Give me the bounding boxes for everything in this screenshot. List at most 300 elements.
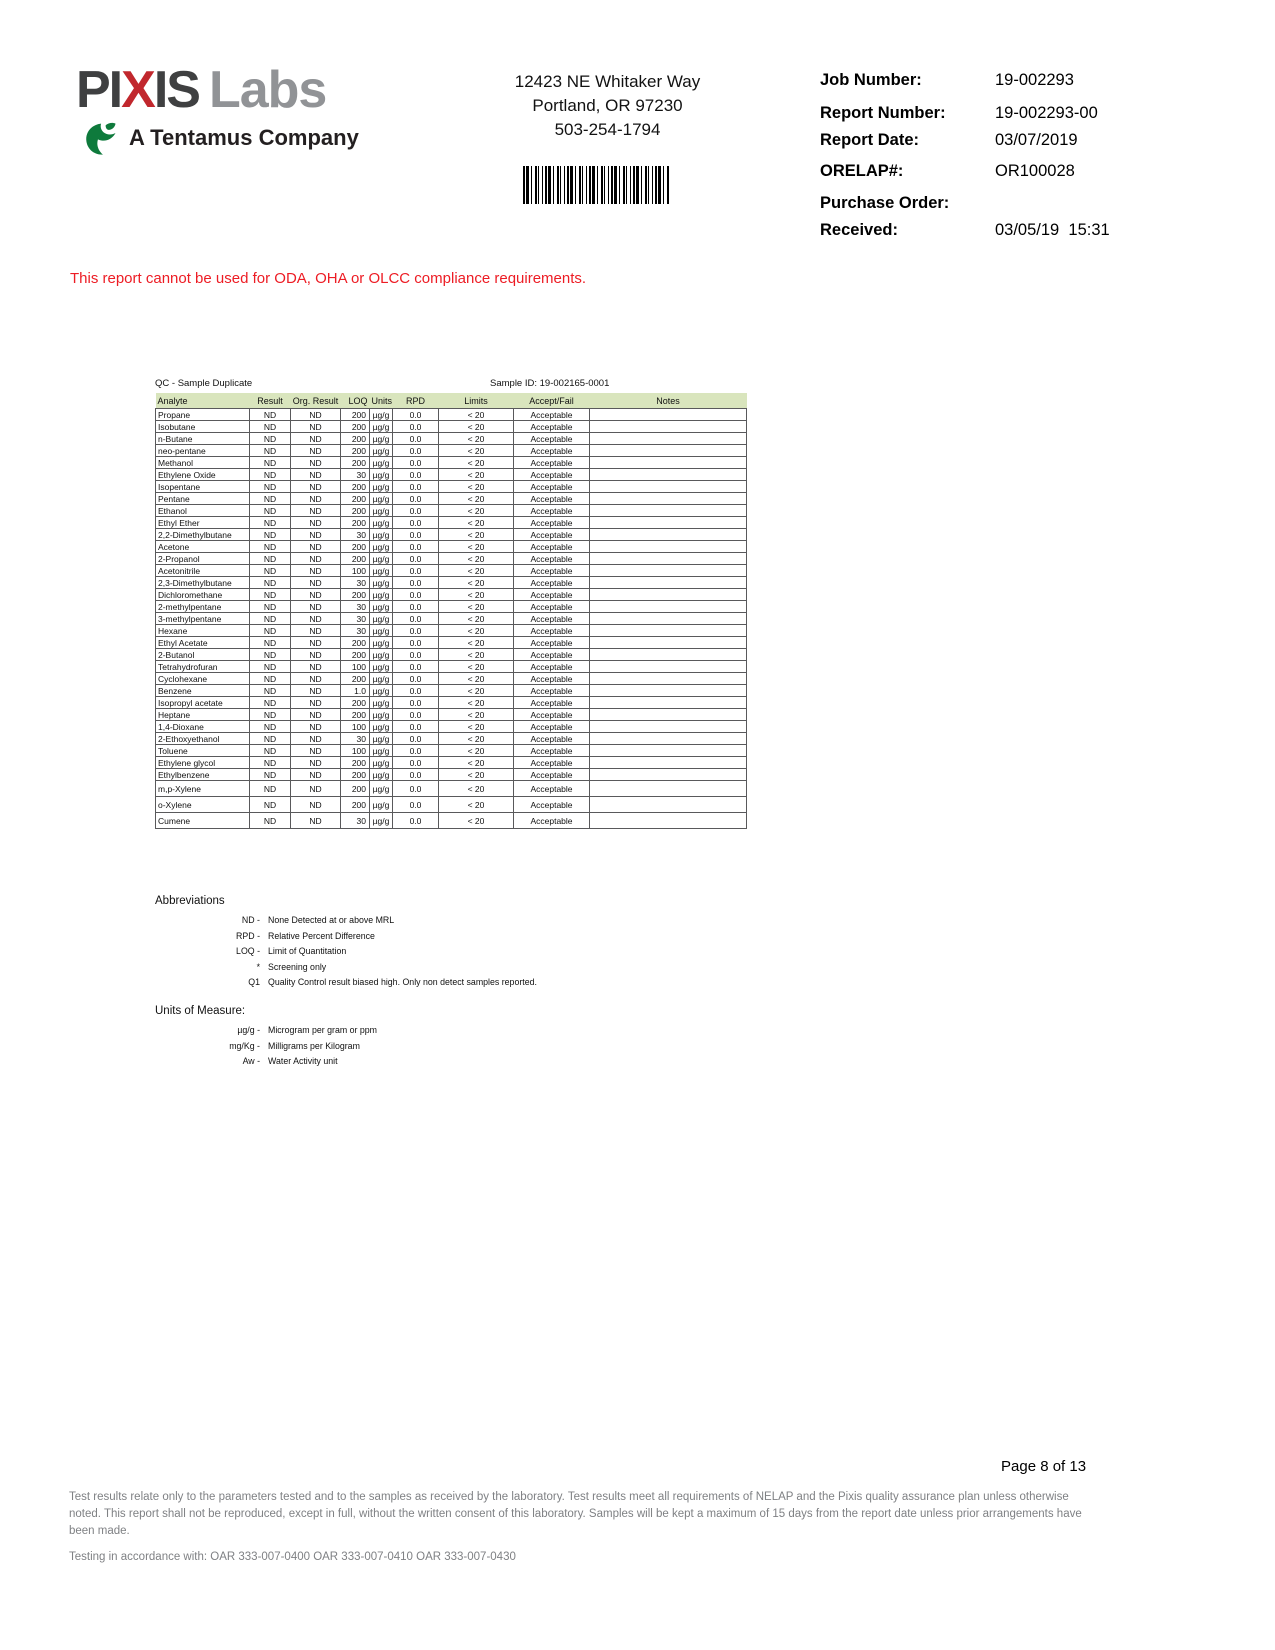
table-cell: ND bbox=[291, 673, 341, 685]
table-cell: ND bbox=[291, 661, 341, 673]
table-cell: ND bbox=[291, 421, 341, 433]
report-info-value: 19-002293-00 bbox=[995, 104, 1098, 122]
report-info-value: 03/07/2019 bbox=[995, 131, 1078, 149]
table-cell: µg/g bbox=[370, 733, 393, 745]
table-cell: < 20 bbox=[439, 421, 514, 433]
table-cell: 0.0 bbox=[393, 529, 439, 541]
table-cell: 0.0 bbox=[393, 649, 439, 661]
table-cell: Acceptable bbox=[514, 541, 590, 553]
table-cell: ND bbox=[291, 529, 341, 541]
table-cell: 200 bbox=[341, 797, 370, 813]
table-cell: ND bbox=[250, 625, 291, 637]
table-cell: µg/g bbox=[370, 697, 393, 709]
table-cell: Acceptable bbox=[514, 757, 590, 769]
table-cell: Ethanol bbox=[156, 505, 250, 517]
table-cell: Acetonitrile bbox=[156, 565, 250, 577]
table-cell bbox=[590, 445, 747, 457]
table-cell: Acceptable bbox=[514, 813, 590, 829]
table-cell bbox=[590, 469, 747, 481]
table-cell: ND bbox=[291, 601, 341, 613]
definition-row bbox=[155, 1039, 755, 1055]
table-cell: ND bbox=[250, 553, 291, 565]
lab-phone: 503-254-1794 bbox=[554, 120, 661, 139]
definition-abbr: Aw - bbox=[242, 1056, 260, 1066]
table-cell: < 20 bbox=[439, 553, 514, 565]
table-cell: Toluene bbox=[156, 745, 250, 757]
table-row bbox=[156, 757, 747, 769]
report-info-label: Report Date: bbox=[820, 131, 920, 149]
table-cell: ND bbox=[250, 781, 291, 797]
table-cell: 200 bbox=[341, 493, 370, 505]
table-cell: 0.0 bbox=[393, 457, 439, 469]
table-cell: ND bbox=[250, 445, 291, 457]
table-cell: ND bbox=[250, 685, 291, 697]
table-cell: n-Butane bbox=[156, 433, 250, 445]
table-cell bbox=[590, 493, 747, 505]
table-cell: 0.0 bbox=[393, 445, 439, 457]
table-cell: ND bbox=[291, 685, 341, 697]
table-cell bbox=[590, 625, 747, 637]
table-row bbox=[156, 637, 747, 649]
qc-table bbox=[155, 393, 747, 829]
table-cell: ND bbox=[291, 709, 341, 721]
table-cell bbox=[590, 481, 747, 493]
column-header: Analyte bbox=[156, 393, 250, 409]
table-cell: ND bbox=[250, 541, 291, 553]
table-cell: < 20 bbox=[439, 757, 514, 769]
table-cell bbox=[590, 745, 747, 757]
report-info-label: Purchase Order: bbox=[820, 194, 950, 212]
table-cell bbox=[590, 589, 747, 601]
units-of-measure-list bbox=[155, 1023, 755, 1070]
table-cell: < 20 bbox=[439, 529, 514, 541]
table-cell: Dichloromethane bbox=[156, 589, 250, 601]
definition-text: Quality Control result biased high. Only non detect samples reported. bbox=[268, 977, 537, 987]
table-cell: 2-Ethoxyethanol bbox=[156, 733, 250, 745]
table-cell: ND bbox=[291, 565, 341, 577]
table-cell bbox=[590, 577, 747, 589]
table-cell: < 20 bbox=[439, 601, 514, 613]
table-cell bbox=[590, 565, 747, 577]
table-cell bbox=[590, 661, 747, 673]
table-cell: µg/g bbox=[370, 481, 393, 493]
table-row bbox=[156, 505, 747, 517]
table-cell: ND bbox=[250, 745, 291, 757]
table-cell: < 20 bbox=[439, 813, 514, 829]
table-cell: Isopentane bbox=[156, 481, 250, 493]
table-cell: Acceptable bbox=[514, 529, 590, 541]
table-cell: Acceptable bbox=[514, 493, 590, 505]
definition-row bbox=[155, 1054, 755, 1070]
table-cell: 0.0 bbox=[393, 733, 439, 745]
table-cell bbox=[590, 529, 747, 541]
table-cell: ND bbox=[250, 673, 291, 685]
table-cell: µg/g bbox=[370, 673, 393, 685]
report-info-row bbox=[820, 193, 1220, 213]
table-cell: ND bbox=[291, 625, 341, 637]
definition-abbr: LOQ - bbox=[236, 946, 260, 956]
table-cell: < 20 bbox=[439, 505, 514, 517]
tentamus-leaf-icon bbox=[84, 120, 120, 156]
table-cell: Acceptable bbox=[514, 673, 590, 685]
column-header: RPD bbox=[393, 393, 439, 409]
table-cell: µg/g bbox=[370, 661, 393, 673]
table-row bbox=[156, 685, 747, 697]
table-cell: µg/g bbox=[370, 529, 393, 541]
table-cell: < 20 bbox=[439, 721, 514, 733]
logo-text-part2: X bbox=[121, 61, 154, 119]
table-cell: < 20 bbox=[439, 661, 514, 673]
table-cell bbox=[590, 409, 747, 421]
definition-row bbox=[155, 1023, 755, 1039]
table-cell: 0.0 bbox=[393, 409, 439, 421]
pixis-logo-wordmark bbox=[76, 61, 359, 119]
table-cell: 3-methylpentane bbox=[156, 613, 250, 625]
column-header: Notes bbox=[590, 393, 747, 409]
table-cell: 0.0 bbox=[393, 813, 439, 829]
table-cell: 0.0 bbox=[393, 421, 439, 433]
table-cell: µg/g bbox=[370, 433, 393, 445]
definition-text: Limit of Quantitation bbox=[268, 946, 347, 956]
table-cell: 200 bbox=[341, 421, 370, 433]
column-header: Units bbox=[370, 393, 393, 409]
table-row bbox=[156, 493, 747, 505]
table-cell: µg/g bbox=[370, 721, 393, 733]
table-cell: < 20 bbox=[439, 733, 514, 745]
units-of-measure-section bbox=[155, 1005, 755, 1070]
table-cell: ND bbox=[291, 445, 341, 457]
table-row bbox=[156, 541, 747, 553]
table-cell: < 20 bbox=[439, 637, 514, 649]
table-row bbox=[156, 409, 747, 421]
table-cell: 2,2-Dimethylbutane bbox=[156, 529, 250, 541]
table-cell: 200 bbox=[341, 697, 370, 709]
table-cell: ND bbox=[250, 505, 291, 517]
table-cell: ND bbox=[250, 457, 291, 469]
table-row bbox=[156, 769, 747, 781]
table-cell: ND bbox=[250, 409, 291, 421]
table-cell: 0.0 bbox=[393, 625, 439, 637]
table-cell: 200 bbox=[341, 637, 370, 649]
table-cell: Propane bbox=[156, 409, 250, 421]
table-cell: ND bbox=[291, 553, 341, 565]
table-cell: < 20 bbox=[439, 481, 514, 493]
table-cell: ND bbox=[250, 797, 291, 813]
table-cell: ND bbox=[291, 637, 341, 649]
table-cell bbox=[590, 685, 747, 697]
table-cell: Acceptable bbox=[514, 565, 590, 577]
table-row bbox=[156, 649, 747, 661]
table-cell: µg/g bbox=[370, 541, 393, 553]
table-cell: 0.0 bbox=[393, 721, 439, 733]
table-cell: Ethyl Acetate bbox=[156, 637, 250, 649]
table-cell: Isopropyl acetate bbox=[156, 697, 250, 709]
table-cell: ND bbox=[291, 541, 341, 553]
table-cell: 0.0 bbox=[393, 553, 439, 565]
table-cell: Acceptable bbox=[514, 505, 590, 517]
table-cell: neo-pentane bbox=[156, 445, 250, 457]
table-cell: ND bbox=[291, 781, 341, 797]
table-cell: µg/g bbox=[370, 457, 393, 469]
table-cell: 0.0 bbox=[393, 709, 439, 721]
table-cell: 0.0 bbox=[393, 613, 439, 625]
table-cell: Acceptable bbox=[514, 721, 590, 733]
table-cell: ND bbox=[250, 661, 291, 673]
table-cell: 0.0 bbox=[393, 469, 439, 481]
table-cell bbox=[590, 757, 747, 769]
report-info-row bbox=[820, 70, 1220, 90]
table-cell: ND bbox=[250, 493, 291, 505]
table-cell: µg/g bbox=[370, 649, 393, 661]
table-cell: ND bbox=[291, 613, 341, 625]
definition-row bbox=[155, 960, 755, 976]
abbreviations-title: Abbreviations bbox=[155, 895, 225, 907]
table-cell: Acceptable bbox=[514, 577, 590, 589]
table-cell: Acceptable bbox=[514, 685, 590, 697]
definition-abbr: mg/Kg - bbox=[229, 1040, 260, 1051]
report-info-value: 19-002293 bbox=[995, 71, 1074, 89]
definition-abbr: ND - bbox=[241, 915, 260, 925]
table-cell bbox=[590, 457, 747, 469]
table-cell: µg/g bbox=[370, 421, 393, 433]
table-cell: ND bbox=[250, 481, 291, 493]
definition-row bbox=[155, 913, 755, 929]
table-cell: µg/g bbox=[370, 613, 393, 625]
table-cell: 200 bbox=[341, 457, 370, 469]
table-cell: Acceptable bbox=[514, 433, 590, 445]
table-cell: 200 bbox=[341, 757, 370, 769]
table-cell: 0.0 bbox=[393, 697, 439, 709]
table-cell: ND bbox=[250, 613, 291, 625]
table-cell bbox=[590, 721, 747, 733]
report-info-label: Report Number: bbox=[820, 104, 946, 122]
table-cell bbox=[590, 433, 747, 445]
table-cell: ND bbox=[250, 517, 291, 529]
table-cell: 200 bbox=[341, 517, 370, 529]
definition-abbr: Q1 bbox=[248, 977, 260, 987]
table-cell: Acceptable bbox=[514, 613, 590, 625]
table-cell: ND bbox=[291, 589, 341, 601]
table-cell: µg/g bbox=[370, 553, 393, 565]
table-cell: µg/g bbox=[370, 797, 393, 813]
table-cell: 100 bbox=[341, 565, 370, 577]
column-header: Limits bbox=[439, 393, 514, 409]
report-info-label: Job Number: bbox=[820, 71, 922, 89]
definition-text: None Detected at or above MRL bbox=[268, 915, 395, 925]
table-cell: ND bbox=[291, 505, 341, 517]
table-cell: ND bbox=[291, 813, 341, 829]
table-cell: Acceptable bbox=[514, 469, 590, 481]
table-cell: Acceptable bbox=[514, 589, 590, 601]
table-cell: ND bbox=[291, 797, 341, 813]
table-cell: µg/g bbox=[370, 469, 393, 481]
table-cell: ND bbox=[291, 469, 341, 481]
table-cell: 0.0 bbox=[393, 541, 439, 553]
table-cell: 0.0 bbox=[393, 781, 439, 797]
table-cell: 0.0 bbox=[393, 505, 439, 517]
table-row bbox=[156, 709, 747, 721]
table-row bbox=[156, 517, 747, 529]
table-cell: 1.0 bbox=[341, 685, 370, 697]
report-info-label: ORELAP#: bbox=[820, 162, 904, 180]
table-cell: 100 bbox=[341, 745, 370, 757]
table-cell: µg/g bbox=[370, 601, 393, 613]
table-cell: m,p-Xylene bbox=[156, 781, 250, 797]
table-cell: 2-Propanol bbox=[156, 553, 250, 565]
table-cell: ND bbox=[291, 721, 341, 733]
table-cell: ND bbox=[291, 757, 341, 769]
table-cell: µg/g bbox=[370, 781, 393, 797]
table-cell: 200 bbox=[341, 709, 370, 721]
table-row bbox=[156, 529, 747, 541]
table-cell: ND bbox=[250, 697, 291, 709]
table-cell: < 20 bbox=[439, 673, 514, 685]
table-cell: Acceptable bbox=[514, 625, 590, 637]
table-row bbox=[156, 673, 747, 685]
table-cell bbox=[590, 813, 747, 829]
table-cell: Acceptable bbox=[514, 649, 590, 661]
table-cell: ND bbox=[291, 517, 341, 529]
table-cell: µg/g bbox=[370, 709, 393, 721]
table-cell: µg/g bbox=[370, 637, 393, 649]
report-info-value: OR100028 bbox=[995, 162, 1075, 180]
table-cell: ND bbox=[291, 433, 341, 445]
sample-id-value: 19-002165-0001 bbox=[539, 378, 610, 389]
table-cell bbox=[590, 709, 747, 721]
definition-abbr: RPD - bbox=[236, 930, 260, 941]
definition-row bbox=[155, 944, 755, 960]
table-row bbox=[156, 661, 747, 673]
table-cell: 30 bbox=[341, 577, 370, 589]
table-cell: < 20 bbox=[439, 745, 514, 757]
table-cell: 2,3-Dimethylbutane bbox=[156, 577, 250, 589]
abbreviations-list bbox=[155, 913, 755, 991]
table-row bbox=[156, 797, 747, 813]
report-info-row bbox=[820, 220, 1220, 240]
table-row bbox=[156, 745, 747, 757]
table-cell: Isobutane bbox=[156, 421, 250, 433]
table-row bbox=[156, 481, 747, 493]
table-cell: ND bbox=[250, 637, 291, 649]
table-cell: 200 bbox=[341, 541, 370, 553]
table-cell bbox=[590, 673, 747, 685]
table-row bbox=[156, 613, 747, 625]
table-cell: < 20 bbox=[439, 445, 514, 457]
qc-table-head-row bbox=[156, 393, 747, 409]
table-cell: < 20 bbox=[439, 433, 514, 445]
tentamus-tagline: A Tentamus Company bbox=[129, 125, 359, 150]
units-of-measure-title: Units of Measure: bbox=[155, 1005, 246, 1017]
footer-accordance: Testing in accordance with: OAR 333-007-0400 OAR 333-007-0410 OAR 333-007-0430 bbox=[69, 1551, 516, 1563]
table-cell: ND bbox=[291, 745, 341, 757]
table-cell: 0.0 bbox=[393, 685, 439, 697]
table-cell: µg/g bbox=[370, 565, 393, 577]
table-cell: < 20 bbox=[439, 517, 514, 529]
table-cell: Ethylene Oxide bbox=[156, 469, 250, 481]
sample-id-label: Sample ID: bbox=[490, 378, 537, 389]
table-cell: ND bbox=[291, 493, 341, 505]
definition-row bbox=[155, 929, 755, 945]
definition-text: Water Activity unit bbox=[268, 1056, 338, 1066]
table-cell: Acceptable bbox=[514, 797, 590, 813]
table-cell: Benzene bbox=[156, 685, 250, 697]
table-cell: µg/g bbox=[370, 625, 393, 637]
table-row bbox=[156, 601, 747, 613]
table-cell: < 20 bbox=[439, 541, 514, 553]
column-header: Accept/Fail bbox=[514, 393, 590, 409]
table-cell: µg/g bbox=[370, 493, 393, 505]
table-cell: ND bbox=[250, 709, 291, 721]
table-cell: ND bbox=[250, 757, 291, 769]
table-cell: 0.0 bbox=[393, 589, 439, 601]
table-row bbox=[156, 721, 747, 733]
table-cell bbox=[590, 649, 747, 661]
report-info-value: 03/05/19 15:31 bbox=[995, 221, 1110, 239]
table-cell: 200 bbox=[341, 553, 370, 565]
table-cell: 30 bbox=[341, 625, 370, 637]
table-cell: 0.0 bbox=[393, 481, 439, 493]
table-cell: 200 bbox=[341, 589, 370, 601]
table-cell: < 20 bbox=[439, 797, 514, 813]
table-cell: ND bbox=[250, 433, 291, 445]
barcode bbox=[523, 166, 669, 204]
report-info-row bbox=[820, 130, 1220, 150]
table-cell: < 20 bbox=[439, 769, 514, 781]
column-header: LOQ bbox=[341, 393, 370, 409]
table-cell: 0.0 bbox=[393, 577, 439, 589]
table-cell: ND bbox=[250, 769, 291, 781]
table-cell: Acceptable bbox=[514, 637, 590, 649]
table-cell: < 20 bbox=[439, 493, 514, 505]
table-cell: ND bbox=[291, 481, 341, 493]
tentamus-tagline-row bbox=[84, 120, 359, 156]
address-line1: 12423 NE Whitaker Way bbox=[514, 72, 701, 91]
table-cell: Acetone bbox=[156, 541, 250, 553]
table-cell: ND bbox=[291, 409, 341, 421]
report-info-label: Received: bbox=[820, 221, 898, 239]
footer-disclaimer: Test results relate only to the parameters tested and to the samples as received by the laboratory. Test results meet all requirements of NELAP and the Pixis quality assurance plan unless otherwise noted. This report shall not be reproduced, except in full, without the written consent of this laboratory. Samples will be kept a maximum of 15 days from the report date unless prior arrangements have been made. bbox=[69, 1491, 1082, 1537]
table-cell: µg/g bbox=[370, 517, 393, 529]
table-cell: ND bbox=[250, 577, 291, 589]
definition-text: Microgram per gram or ppm bbox=[268, 1025, 378, 1035]
definition-text: Screening only bbox=[268, 961, 327, 972]
table-cell: 0.0 bbox=[393, 433, 439, 445]
table-cell: µg/g bbox=[370, 505, 393, 517]
table-cell: ND bbox=[250, 721, 291, 733]
table-cell: 0.0 bbox=[393, 757, 439, 769]
table-cell: Acceptable bbox=[514, 709, 590, 721]
table-row bbox=[156, 469, 747, 481]
table-cell: Hexane bbox=[156, 625, 250, 637]
table-cell: 30 bbox=[341, 813, 370, 829]
table-cell: ND bbox=[250, 589, 291, 601]
table-cell: < 20 bbox=[439, 577, 514, 589]
table-row bbox=[156, 625, 747, 637]
table-cell: 0.0 bbox=[393, 637, 439, 649]
table-cell bbox=[590, 797, 747, 813]
table-cell: 1,4-Dioxane bbox=[156, 721, 250, 733]
table-cell: 200 bbox=[341, 649, 370, 661]
table-cell: 30 bbox=[341, 613, 370, 625]
report-info-row bbox=[820, 161, 1220, 181]
table-cell: 0.0 bbox=[393, 493, 439, 505]
table-cell: 0.0 bbox=[393, 673, 439, 685]
table-cell: 0.0 bbox=[393, 601, 439, 613]
table-cell: µg/g bbox=[370, 589, 393, 601]
table-cell: 100 bbox=[341, 661, 370, 673]
table-cell: Acceptable bbox=[514, 409, 590, 421]
definition-text: Milligrams per Kilogram bbox=[268, 1040, 360, 1051]
